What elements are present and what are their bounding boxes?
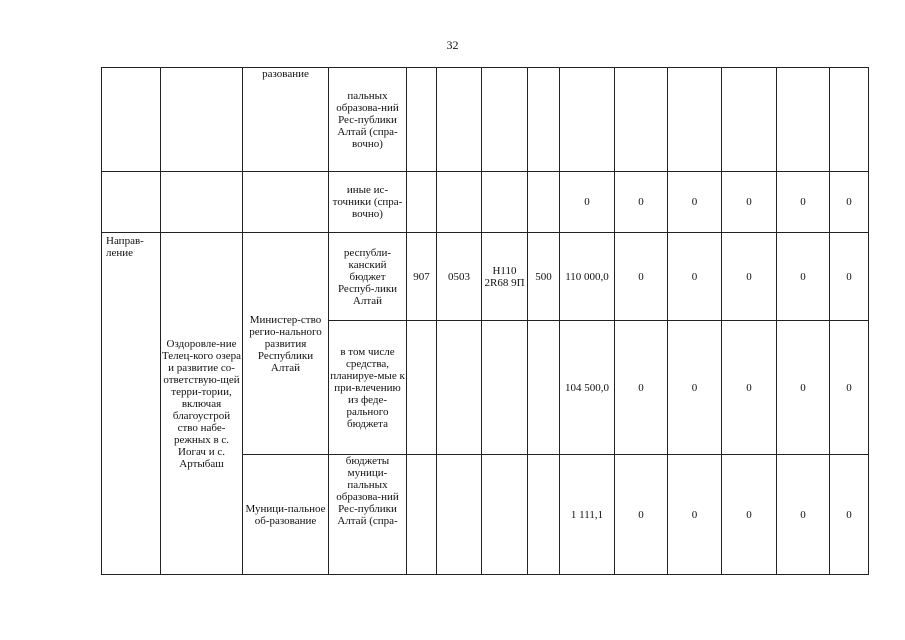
value-cell: 0 [615,233,668,321]
value-cell: 1 111,1 [560,455,615,575]
section-cell [437,172,482,233]
value-cell: 0 [722,172,777,233]
value-cell: 104 500,0 [560,321,615,455]
section-cell [437,455,482,575]
target-item-cell [482,68,528,172]
target-item-cell: H110 2R68 9П [482,233,528,321]
value-cell [668,68,722,172]
expense-type-cell: 500 [528,233,560,321]
funding-source-cell: пальных образова-ний Рес-публики Алтай (спра-вочно) [329,68,407,172]
name-cell [161,68,243,172]
expense-type-cell [528,455,560,575]
budget-table [101,67,869,575]
value-cell: 0 [830,321,869,455]
section-cell [437,321,482,455]
type-cell: Направ-ление [102,233,161,575]
responsible-cell: Муници-пальное об-разование [243,455,329,575]
value-cell [722,68,777,172]
expense-type-cell [528,68,560,172]
value-cell: 0 [722,455,777,575]
name-cell [161,172,243,233]
responsible-cell [243,172,329,233]
value-cell: 0 [830,233,869,321]
value-cell: 0 [615,321,668,455]
value-cell: 0 [830,455,869,575]
grbs-cell [407,172,437,233]
target-item-cell [482,455,528,575]
funding-source-cell: иные ис-точники (спра-вочно) [329,172,407,233]
value-cell: 0 [830,172,869,233]
grbs-cell [407,68,437,172]
grbs-cell: 907 [407,233,437,321]
value-cell: 0 [722,233,777,321]
value-cell: 0 [777,172,830,233]
target-item-cell [482,321,528,455]
value-cell: 0 [777,455,830,575]
value-cell: 0 [615,172,668,233]
grbs-cell [407,455,437,575]
value-cell: 0 [615,455,668,575]
grbs-cell [407,321,437,455]
funding-source-text: бюджеты муници-пальных образова-ний Рес-публики Алтай (спра- [336,455,399,527]
page-number: 32 [446,38,459,52]
value-cell: 0 [668,321,722,455]
funding-source-cell: в том числе средства, планируе-мые к при-влечению из феде-рального бюджета [329,321,407,455]
target-item-cell [482,172,528,233]
value-cell: 0 [777,233,830,321]
value-cell: 0 [668,455,722,575]
value-cell: 0 [722,321,777,455]
value-cell: 0 [668,233,722,321]
funding-source-cell [329,455,407,575]
value-cell [830,68,869,172]
value-cell: 110 000,0 [560,233,615,321]
value-cell: 0 [777,321,830,455]
responsible-cell: разование [243,68,329,172]
expense-type-cell [528,172,560,233]
funding-source-cell: республи-канский бюджет Респуб-лики Алтай [329,233,407,321]
responsible-cell: Министер-ство регио-нального развития Республики Алтай [243,233,329,455]
section-cell [437,68,482,172]
name-cell: Оздоровле-ние Телец-кого озера и развитие со-ответствую-щей терри-тории, включая благоустрой ство набе-режных в с. Иогач и с. Артыбаш [161,233,243,575]
value-cell: 0 [668,172,722,233]
table-row [102,233,869,321]
table-row [102,172,869,233]
type-cell [102,68,161,172]
table-row [102,68,869,172]
value-cell [777,68,830,172]
type-cell [102,172,161,233]
value-cell: 0 [560,172,615,233]
value-cell [615,68,668,172]
section-cell: 0503 [437,233,482,321]
expense-type-cell [528,321,560,455]
value-cell [560,68,615,172]
